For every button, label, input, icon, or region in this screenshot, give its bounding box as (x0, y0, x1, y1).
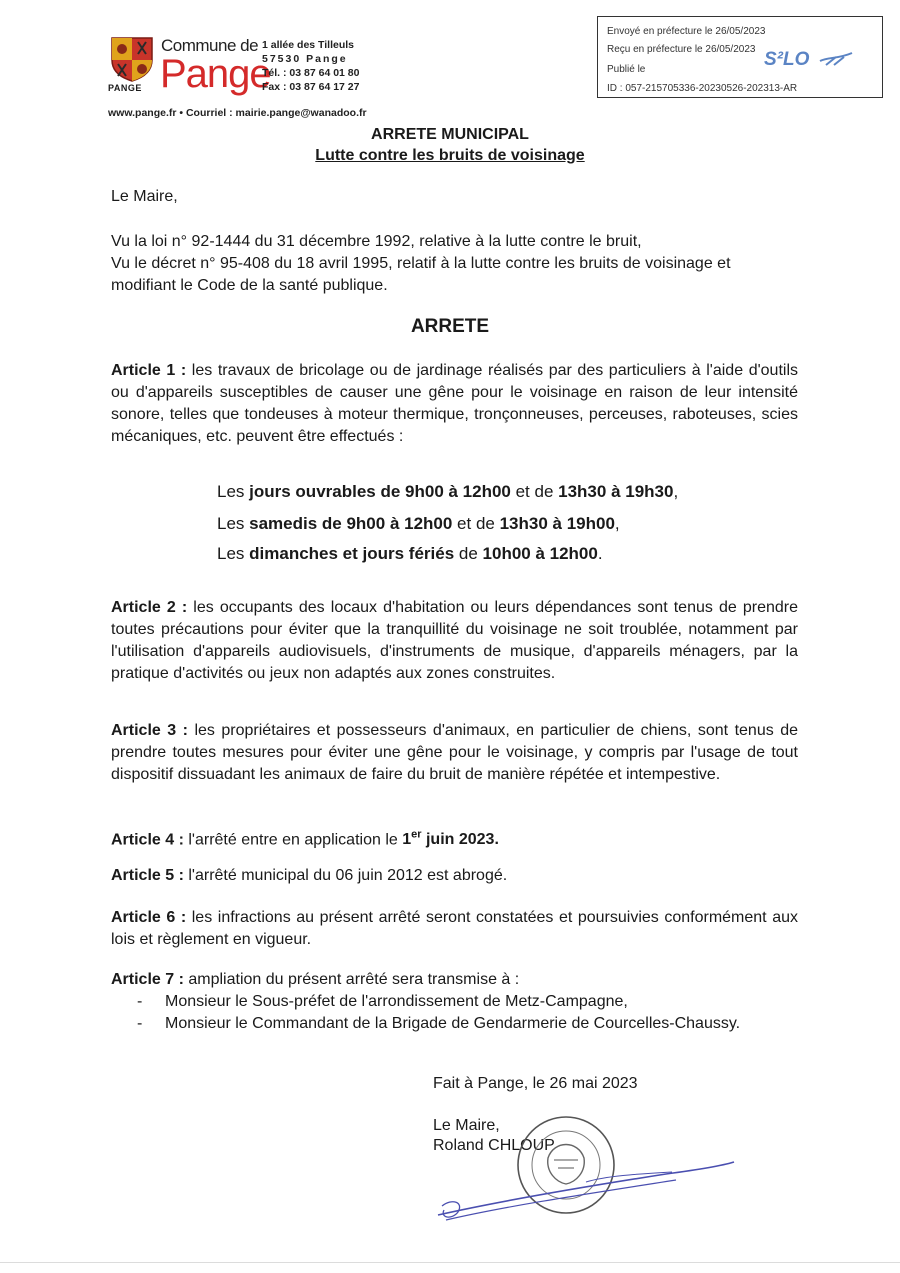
signature-role: Le Maire, (433, 1117, 500, 1134)
hours-sundays-prefix: Les (217, 544, 250, 563)
signature-name: Roland CHLOUP (433, 1137, 555, 1154)
hours-saturdays-end: , (614, 514, 620, 533)
address-street: 1 allée des Tilleuls (262, 39, 355, 51)
article-3 (111, 720, 798, 786)
website-email-line: www.pange.fr • Courriel : mairie.pange@wanadoo.fr (108, 107, 367, 119)
article-7 (111, 969, 798, 991)
hours-saturdays-afternoon: 13h30 à 19h00 (499, 514, 615, 533)
hours-saturdays-join: et de (452, 514, 500, 533)
article-1-text: les travaux de bricolage ou de jardinage réalisés par des particuliers à l'aide d'outils ou d'appareils susceptibles de causer une gêne pour le voisinage en raison de leur intensité sonore, telles que tondeuses à moteur thermique, tronçonneuses, perceuses, raboteuses, scies mécaniques, etc. peuvent être effectués : (111, 362, 798, 445)
article-4-date (402, 831, 499, 848)
document-title: ARRETE MUNICIPAL (371, 126, 529, 143)
hours-saturdays-morning: samedis de 9h00 à 12h00 (249, 514, 453, 533)
article-7-text: ampliation du présent arrêté sera transmise à : (183, 971, 520, 988)
article-2-text: les occupants des locaux d'habitation ou leurs dépendances sont tenus de prendre toutes précautions pour éviter que la tranquillité du voisinage ne soit troublée, notamment par l'utilisation d'appareils audiovisuels, d'instruments de musique, d'appareils ménagers, par la pratique d'activités ou jeux non adaptés aux zones construites. (111, 599, 799, 682)
article-4-date-sup: er (411, 829, 422, 841)
article-4 (111, 824, 798, 851)
mairie-seal-and-signature-icon (436, 1110, 736, 1240)
intro-maire: Le Maire, (111, 188, 178, 205)
signature-place-date: Fait à Pange, le 26 mai 2023 (433, 1075, 638, 1092)
hours-sundays-range: 10h00 à 12h00 (482, 544, 598, 563)
list-bullet: - (137, 1015, 143, 1032)
prefecture-published: Publié le (607, 64, 646, 75)
article-4-date-day: 1 (402, 831, 412, 849)
address-block (262, 38, 360, 94)
commune-of-label: Commune de (161, 36, 259, 55)
article-5-text: l'arrêté municipal du 06 juin 2012 est abrogé. (183, 867, 508, 884)
article-1 (111, 360, 798, 448)
list-item (137, 991, 798, 1013)
article-2-label: Article 2 : (111, 599, 188, 616)
hours-weekdays-join: et de (510, 482, 559, 501)
article-7-label: Article 7 : (111, 971, 184, 988)
article-2 (111, 597, 798, 685)
address-city: 57530 Pange (262, 53, 348, 65)
article-4-date-rest: juin 2023. (421, 831, 499, 849)
prefecture-id: ID : 057-215705336-20230526-202313-AR (607, 83, 798, 94)
article-1-label: Article 1 : (111, 362, 187, 379)
document-subtitle-text: Lutte contre les bruits de voisinage (315, 147, 585, 164)
prefecture-received: Reçu en préfecture le 26/05/2023 (607, 44, 756, 55)
recipient-gendarmerie: Monsieur le Commandant de la Brigade de Gendarmerie de Courcelles-Chaussy. (165, 1015, 741, 1032)
hours-saturdays (217, 514, 620, 534)
page-bottom-rule (0, 1262, 900, 1263)
hours-sundays-end: . (597, 544, 603, 563)
intro-visa-decret: Vu le décret n° 95-408 du 18 avril 1995, relatif à la lutte contre les bruits de voisinage et modifiant le Code de la santé publique. (111, 255, 731, 294)
hours-sundays-join: de (454, 544, 483, 563)
hours-sundays-label: dimanches et jours fériés (249, 544, 455, 563)
commune-name: Pange (160, 52, 271, 96)
recipient-sous-prefet: Monsieur le Sous-préfet de l'arrondissement de Metz-Campagne, (165, 993, 628, 1010)
arrete-heading: ARRETE (410, 316, 490, 337)
article-6-text: les infractions au présent arrêté seront constatées et poursuivies conformément aux lois et règlement en vigueur. (111, 909, 798, 948)
article-3-label: Article 3 : (111, 722, 188, 739)
phone-number: Tél. : 03 87 64 01 80 (262, 67, 360, 79)
logo-caption: PANGE (108, 83, 142, 93)
hours-weekdays-afternoon: 13h30 à 19h30 (558, 482, 674, 501)
hours-weekdays (217, 482, 678, 502)
article-3-text: les propriétaires et possesseurs d'animaux, en particulier de chiens, sont tenus de prendre toutes mesures pour éviter une gêne pour le voisinage, y compris par l'usage de tout dispositif dissuadant les animaux de faire du bruit de manière répétée et intempestive. (111, 722, 798, 783)
document-subtitle (0, 147, 900, 165)
article-4-text: l'arrêté entre en application le (183, 831, 403, 849)
hours-weekdays-prefix: Les (217, 482, 250, 501)
hours-saturdays-prefix: Les (217, 514, 250, 533)
list-item (137, 1013, 798, 1035)
article-7-recipients-list (137, 991, 798, 1035)
hours-weekdays-end: , (673, 482, 679, 501)
article-5 (111, 865, 798, 887)
prefecture-sent: Envoyé en préfecture le 26/05/2023 (607, 26, 766, 37)
s2lo-logo-text: S²LO (764, 49, 810, 70)
article-6 (111, 907, 798, 951)
list-bullet: - (137, 993, 143, 1010)
hours-sundays (217, 544, 603, 564)
article-4-label: Article 4 : (111, 831, 184, 849)
hours-weekdays-morning: jours ouvrables de 9h00 à 12h00 (249, 482, 511, 501)
article-5-label: Article 5 : (111, 867, 184, 884)
fax-number: Fax : 03 87 64 17 27 (262, 81, 360, 93)
pange-coat-of-arms-icon (108, 36, 156, 82)
article-6-label: Article 6 : (111, 909, 187, 926)
s2lo-logo-icon (764, 47, 854, 73)
intro-visa-loi: Vu la loi n° 92-1444 du 31 décembre 1992, relative à la lutte contre le bruit, (111, 233, 642, 250)
prefecture-stamp-box (597, 16, 883, 98)
